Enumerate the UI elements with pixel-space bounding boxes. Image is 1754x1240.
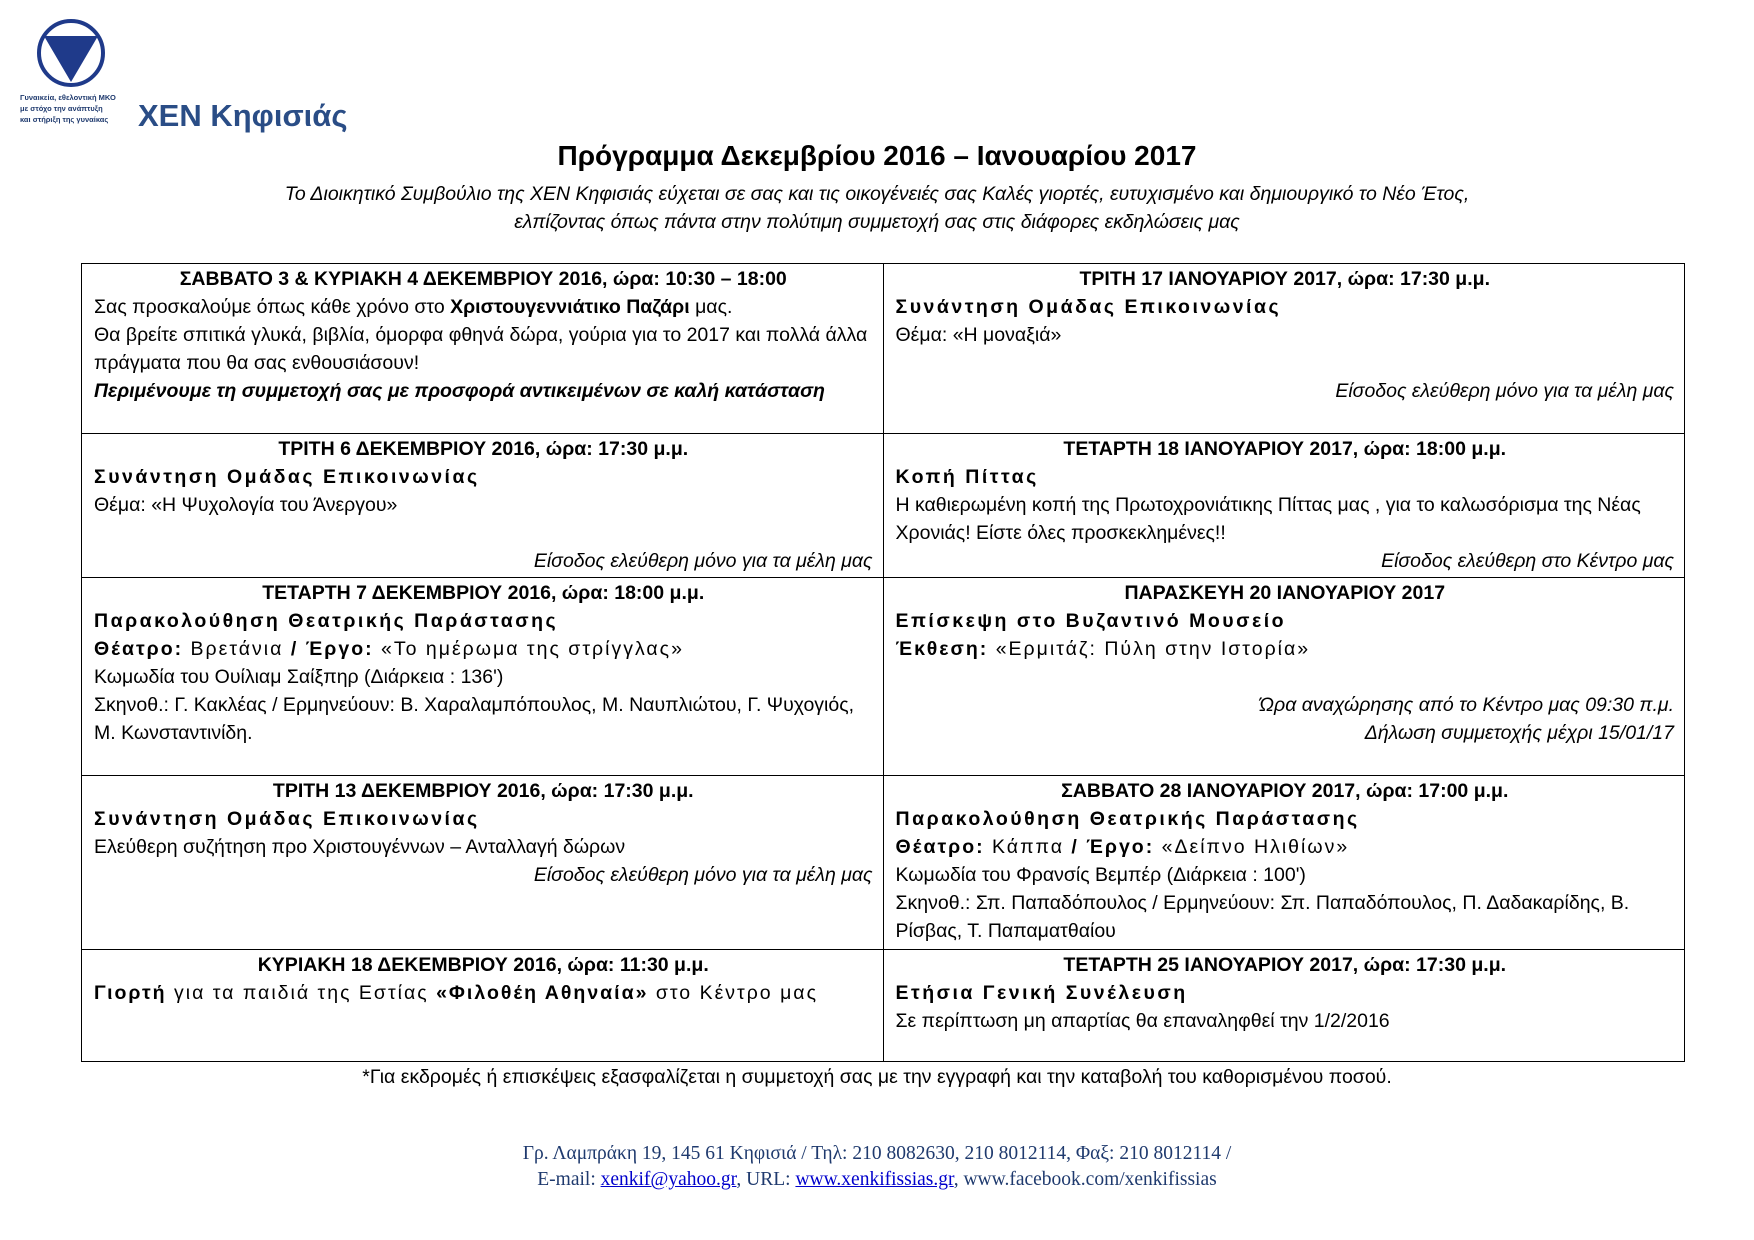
event-entry-note: Είσοδος ελεύθερη μόνο για τα μέλη μας	[533, 864, 873, 886]
event-date: ΣΑΒΒΑΤΟ 28 ΙΑΝΟΥΑΡΙΟΥ 2017, ώρα: 17:00 μ.μ.	[1061, 780, 1509, 802]
foundation-name: «Φιλοθέη Αθηναία»	[436, 982, 649, 1004]
table-row	[82, 434, 1685, 578]
intro-line: ελπίζοντας όπως πάντα στην πολύτιμη συμμετοχή σας στις διάφορες εκδηλώσεις μας	[514, 211, 1240, 233]
event-heading: Ετήσια Γενική Συνέλευση	[895, 982, 1188, 1004]
org-name: ΧΕΝ Κηφισιάς	[138, 98, 348, 133]
event-text-part: Σας προσκαλούμε όπως κάθε χρόνο στο	[94, 296, 451, 318]
tagline-line: και στήριξη της γυναίκας	[20, 115, 109, 124]
event-text-part: για τα παιδιά της Εστίας	[166, 982, 437, 1004]
tagline-line: Γυναικεία, εθελοντική ΜΚΟ	[20, 93, 116, 102]
event-registration-note: Δήλωση συμμετοχής μέχρι 15/01/17	[1364, 722, 1674, 744]
event-cell	[82, 776, 884, 950]
event-departure-note: Ώρα αναχώρησης από το Κέντρο μας 09:30 π.μ.	[1258, 694, 1674, 716]
event-cell	[82, 578, 884, 776]
play-value: «Το ημέρωμα της στρίγγλας»	[373, 638, 684, 660]
play-value: «Δείπνο Ηλιθίων»	[1154, 836, 1350, 858]
triangle-circle-logo-icon	[36, 18, 106, 88]
event-entry-note: Είσοδος ελεύθερη μόνο για τα μέλη μας	[533, 550, 873, 572]
event-cell	[883, 950, 1685, 1062]
event-date: ΣΑΒΒΑΤΟ 3 & ΚΥΡΙΑΚΗ 4 ΔΕΚΕΜΒΡΙΟΥ 2016, ώρα: 10:30 – 18:00	[179, 268, 787, 290]
event-entry-note: Είσοδος ελεύθερη μόνο για τα μέλη μας	[1335, 380, 1674, 402]
event-text-part: μας.	[689, 296, 733, 318]
exhibit-label: Έκθεση:	[895, 638, 989, 660]
intro-text	[0, 180, 1754, 236]
event-theatre	[896, 833, 1675, 861]
event-date: ΤΡΙΤΗ 6 ΔΕΚΕΜΒΡΙΟΥ 2016, ώρα: 17:30 μ.μ.	[278, 438, 689, 460]
page-title: Πρόγραμμα Δεκεμβρίου 2016 – Ιανουαρίου 2017	[557, 140, 1197, 171]
table-row	[82, 578, 1685, 776]
event-text	[94, 293, 873, 321]
event-topic: Θέμα: «Η μοναξιά»	[895, 324, 1062, 346]
facebook-text: , www.facebook.com/xenkifissias	[953, 1169, 1217, 1190]
table-row	[82, 950, 1685, 1062]
event-theatre	[94, 635, 873, 663]
event-exhibit	[896, 635, 1675, 663]
table-row	[82, 264, 1685, 434]
play-label: / Έργο:	[290, 638, 374, 660]
event-cell	[883, 264, 1685, 434]
event-comedy: Κωμωδία του Ουίλιαμ Σαίξπηρ (Διάρκεια : 136')	[94, 666, 504, 688]
program-table	[81, 263, 1685, 1062]
footer-contact	[0, 1141, 1754, 1193]
theatre-label: Θέατρο:	[94, 638, 184, 660]
play-label: / Έργο:	[1071, 836, 1155, 858]
event-date: ΤΕΤΑΡΤΗ 7 ΔΕΚΕΜΒΡΙΟΥ 2016, ώρα: 18:00 μ.μ.	[262, 582, 705, 604]
celebration-label: Γιορτή	[94, 982, 167, 1004]
event-heading: Κοπή Πίττας	[895, 466, 1039, 488]
event-heading: Συνάντηση Ομάδας Επικοινωνίας	[94, 466, 480, 488]
event-text: Σε περίπτωση μη απαρτίας θα επαναληφθεί την 1/2/2016	[895, 1010, 1390, 1032]
event-cell	[883, 578, 1685, 776]
event-heading: Συνάντηση Ομάδας Επικοινωνίας	[94, 808, 480, 830]
event-heading: Παρακολούθηση Θεατρικής Παράστασης	[94, 610, 559, 632]
org-tagline	[20, 92, 116, 125]
url-label: , URL:	[736, 1169, 796, 1190]
intro-line: Το Διοικητικό Συμβούλιο της ΧΕΝ Κηφισιάς εύχεται σε σας και τις οικογένειές σας Καλές γιορτές, ευτυχισμένο και δημιουργικό το Νέο Έτος,	[284, 183, 1470, 205]
email-label: E-mail:	[537, 1169, 601, 1190]
event-text	[94, 979, 873, 1007]
event-cell	[82, 264, 884, 434]
event-entry-note: Είσοδος ελεύθερη στο Κέντρο μας	[1381, 550, 1674, 572]
event-heading: Επίσκεψη στο Βυζαντινό Μουσείο	[895, 610, 1287, 632]
theatre-value: Κάππα	[984, 836, 1072, 858]
footer-address: Γρ. Λαμπράκη 19, 145 61 Κηφισιά / Τηλ: 210 8082630, 210 8012114, Φαξ: 210 8012114 /	[522, 1143, 1232, 1164]
event-cell	[82, 950, 884, 1062]
footer-links	[0, 1167, 1754, 1193]
event-comedy: Κωμωδία του Φρανσίς Βεμπέρ (Διάρκεια : 100')	[895, 864, 1306, 886]
event-cast: Σκηνοθ.: Γ. Κακλέας / Ερμηνεύουν: Β. Χαραλαμπόπουλος, Μ. Ναυπλιώτου, Γ. Ψυχογιός, Μ. Κωνσταντινίδη.	[94, 694, 855, 744]
bazaar-name: Χριστουγεννιάτικο Παζάρι	[450, 296, 690, 318]
event-cell	[82, 434, 884, 578]
event-cast: Σκηνοθ.: Σπ. Παπαδόπουλος / Ερμηνεύουν: Σπ. Παπαδόπουλος, Π. Δαδακαρίδης, Β. Ρίσβας, Τ. Παπαματθαίου	[895, 892, 1630, 942]
theatre-label: Θέατρο:	[895, 836, 985, 858]
event-date: ΤΡΙΤΗ 17 ΙΑΝΟΥΑΡΙΟΥ 2017, ώρα: 17:30 μ.μ.	[1079, 268, 1490, 290]
event-topic: Ελεύθερη συζήτηση προ Χριστουγέννων – Ανταλλαγή δώρων	[94, 836, 626, 858]
website-link[interactable]: www.xenkifissias.gr	[795, 1169, 954, 1190]
event-note: Περιμένουμε τη συμμετοχή σας με προσφορά αντικειμένων σε καλή κατάσταση	[94, 380, 825, 402]
event-text-part: στο Κέντρο μας	[648, 982, 818, 1004]
event-cell	[883, 776, 1685, 950]
event-topic: Θέμα: «Η Ψυχολογία του Άνεργου»	[94, 494, 398, 516]
event-date: ΤΡΙΤΗ 13 ΔΕΚΕΜΒΡΙΟΥ 2016, ώρα: 17:30 μ.μ.	[272, 780, 694, 802]
theatre-value: Βρετάνια	[183, 638, 291, 660]
table-row	[82, 776, 1685, 950]
event-text: Θα βρείτε σπιτικά γλυκά, βιβλία, όμορφα φθηνά δώρα, γούρια για το 2017 και πολλά άλλα πράγματα που θα σας ενθουσιάσουν!	[94, 324, 868, 374]
event-heading: Παρακολούθηση Θεατρικής Παράστασης	[895, 808, 1360, 830]
exhibit-value: «Ερμιτάζ: Πύλη στην Ιστορία»	[988, 638, 1311, 660]
event-date: ΚΥΡΙΑΚΗ 18 ΔΕΚΕΜΒΡΙΟΥ 2016, ώρα: 11:30 μ.μ.	[257, 954, 709, 976]
email-link[interactable]: xenkif@yahoo.gr	[600, 1169, 737, 1190]
event-date: ΤΕΤΑΡΤΗ 18 ΙΑΝΟΥΑΡΙΟΥ 2017, ώρα: 18:00 μ.μ.	[1063, 438, 1507, 460]
event-cell	[883, 434, 1685, 578]
event-date: ΤΕΤΑΡΤΗ 25 ΙΑΝΟΥΑΡΙΟΥ 2017, ώρα: 17:30 μ.μ.	[1063, 954, 1507, 976]
event-heading: Συνάντηση Ομάδας Επικοινωνίας	[895, 296, 1282, 318]
event-date: ΠΑΡΑΣΚΕΥΗ 20 ΙΑΝΟΥΑΡΙΟΥ 2017	[1124, 582, 1446, 604]
event-text: Η καθιερωμένη κοπή της Πρωτοχρονιάτικης Πίττας μας , για το καλωσόρισμα της Νέας Χρονιάς! Είστε όλες προσκεκλημένες!!	[895, 494, 1641, 544]
tagline-line: με στόχο την ανάπτυξη	[20, 104, 103, 113]
footnote: *Για εκδρομές ή επισκέψεις εξασφαλίζεται η συμμετοχή σας με την εγγραφή και την καταβολή του καθορισμένου ποσού.	[362, 1066, 1392, 1088]
